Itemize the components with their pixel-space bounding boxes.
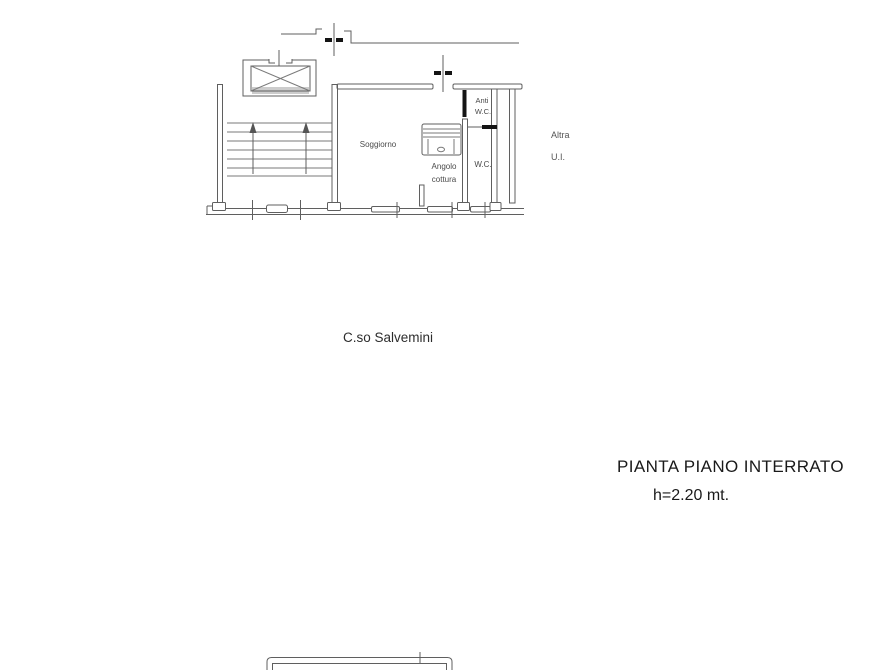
kitchen-counter-symbol bbox=[422, 124, 461, 155]
street-label: C.so Salvemini bbox=[343, 330, 434, 345]
adjacent-unit-wall bbox=[510, 89, 516, 203]
top-partial-wall bbox=[281, 29, 519, 43]
elevator-symbol bbox=[243, 50, 316, 96]
bottom-wall bbox=[206, 200, 524, 220]
room-label-anti-wc: W.C. bbox=[474, 107, 492, 116]
room-label-angolo: Angolo bbox=[431, 162, 457, 171]
wc-left-wall bbox=[463, 119, 468, 204]
window-symbol bbox=[372, 207, 400, 213]
column-marker-1 bbox=[325, 23, 343, 56]
stairwell-divider-wall bbox=[332, 85, 338, 205]
staircase-symbol bbox=[227, 122, 332, 176]
column-marker-2 bbox=[434, 55, 452, 92]
window-symbol bbox=[471, 207, 491, 213]
room-label-wc: W.C. bbox=[474, 160, 492, 169]
wc-right-wall bbox=[492, 89, 498, 204]
room-label-soggiorno: Soggiorno bbox=[359, 140, 397, 149]
kitchen-wall-stub bbox=[420, 185, 425, 206]
wall-post bbox=[213, 203, 226, 211]
bottom-partial-plan bbox=[267, 652, 452, 670]
caption-title: PIANTA PIANO INTERRATO bbox=[617, 457, 845, 476]
window-symbol bbox=[267, 205, 288, 213]
wall-post bbox=[490, 203, 501, 211]
wall-post bbox=[328, 203, 341, 211]
stair-up-arrow bbox=[250, 122, 257, 174]
label-ui: U.I. bbox=[551, 152, 566, 162]
caption-block bbox=[617, 457, 844, 504]
room-label-cottura: cottura bbox=[431, 175, 457, 184]
window-symbol bbox=[428, 207, 453, 213]
room-label-anti: Anti bbox=[475, 96, 489, 105]
caption-height-note: h=2.20 mt. bbox=[653, 487, 730, 504]
top-wall bbox=[337, 84, 522, 89]
label-altra: Altra bbox=[551, 130, 570, 140]
wall-post bbox=[458, 203, 470, 211]
left-exterior-wall bbox=[207, 85, 223, 215]
stair-up-arrow bbox=[303, 122, 310, 174]
